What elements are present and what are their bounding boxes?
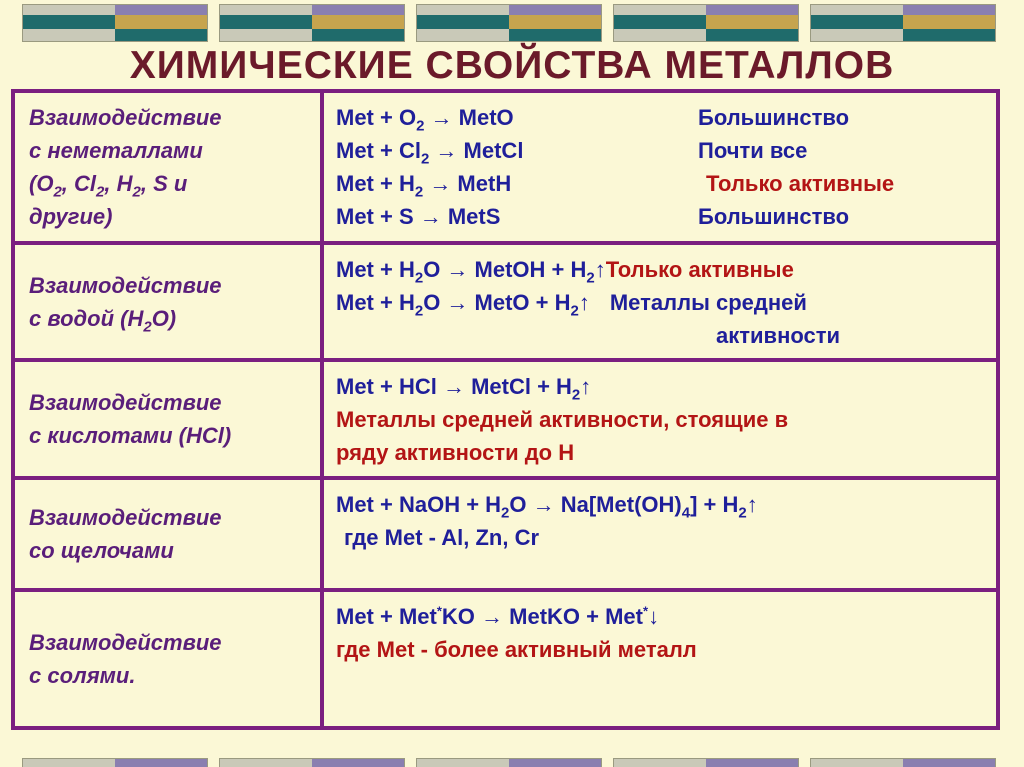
reaction-line: Met + $O_2$ → MetO Большинство: [336, 101, 988, 134]
reaction-line: Met + $H_2O$ → MetO + $H_2↑$ Металлы средней: [336, 290, 807, 320]
row-content-alkalis: [322, 478, 998, 590]
reaction-line: Met + $H_2$ → MetH Только активные: [336, 167, 988, 200]
decorative-block: [219, 758, 405, 767]
properties-table: [11, 89, 1000, 730]
description-line: где Met - Al, Zn, Cr: [344, 525, 540, 550]
reaction-line: Met + Met*KO → MetKO + Met*↓: [336, 603, 660, 629]
reaction-line: Met + $H_2O$ → MetOH + $H_2↑Только$ активные: [336, 257, 794, 287]
decorative-block: [416, 758, 602, 767]
row-content-water: [322, 243, 998, 360]
reaction-line: Met + S → MetS Большинство: [336, 200, 988, 233]
reaction-note: Только активные: [605, 257, 794, 282]
reaction-note: Только активные: [706, 171, 895, 196]
reaction-note: Большинство: [698, 204, 850, 229]
decorative-block: [22, 758, 208, 767]
decorative-block: [22, 4, 208, 42]
description-line: ряду активности до H: [336, 440, 575, 465]
row-content-nonmetals: [322, 91, 998, 243]
decorative-block: [810, 4, 996, 42]
row-label-alkalis: Взаимодействие со щелочами: [13, 478, 322, 590]
table-row: [13, 243, 998, 360]
decorative-block: [613, 758, 799, 767]
description-line: где Met - более активный металл: [336, 637, 697, 662]
row-content-salts: [322, 590, 998, 728]
reaction-note: Металлы средней: [609, 290, 807, 315]
bottom-decorative-band: [0, 752, 1024, 767]
row-label-acids: Взаимодействие с кислотами (HCl): [13, 360, 322, 478]
decorative-block: [416, 4, 602, 42]
reaction-note: Почти все: [698, 138, 808, 163]
row-content-acids: [322, 360, 998, 478]
reaction-note-continued: активности: [716, 323, 841, 348]
table-row: [13, 360, 998, 478]
table-row: [13, 590, 998, 728]
reaction-line: Met + NaOH + $H_2O \to Na[Met(OH)_4]$ + $H_2↑$: [336, 492, 758, 522]
decorative-block: [219, 4, 405, 42]
reaction-line: Met + $Cl_2$ → MetCl Почти все: [336, 134, 988, 167]
decorative-block: [613, 4, 799, 42]
row-label-nonmetals: Взаимодействие с неметаллами ($O_2$, $Cl_2$, $H_2$, S и другие): [13, 91, 322, 243]
decorative-block: [810, 758, 996, 767]
table-row: [13, 478, 998, 590]
top-decorative-band: [0, 0, 1024, 40]
row-label-salts: Взаимодействие с солями.: [13, 590, 322, 728]
reaction-note: Большинство: [698, 105, 850, 130]
row-label-water: Взаимодействие с водой $(H_2O)$: [13, 243, 322, 360]
page-title: ХИМИЧЕСКИЕ СВОЙСТВА МЕТАЛЛОВ: [129, 44, 895, 87]
table-row: [13, 91, 998, 243]
reaction-line: Met + HCl → MetCl + $H_2↑$: [336, 374, 592, 404]
description-line: Металлы средней активности, стоящие в: [336, 407, 789, 432]
